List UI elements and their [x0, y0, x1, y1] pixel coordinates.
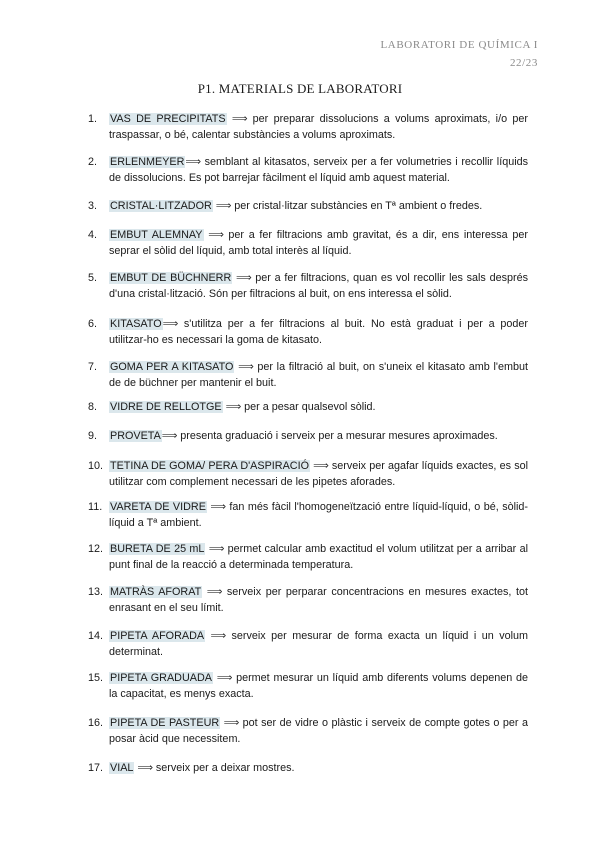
item-term: PIPETA GRADUADA	[110, 672, 212, 684]
arrow-icon: ⟹	[137, 762, 153, 774]
item-description: s'utilitza per a fer filtracions al buit. No està graduat i per a poder utilitzar-ho es necessari la goma de kitasato.	[109, 318, 529, 346]
list-item	[88, 670, 528, 702]
item-description: fan més fàcil l'homogeneïtzació entre líquid-líquid, o bé, sòlid-líquid a Tª ambient.	[109, 501, 529, 529]
item-number: 2.	[88, 156, 98, 168]
item-term: PIPETA AFORADA	[110, 630, 205, 642]
item-term: GOMA PER A KITASATO	[110, 361, 234, 373]
item-number: 11.	[88, 501, 103, 513]
item-term: EMBUT ALEMNAY	[110, 229, 203, 241]
list-item	[88, 270, 528, 302]
item-number: 16.	[88, 717, 104, 729]
arrow-icon: ⟹	[162, 318, 179, 330]
list-item	[88, 198, 528, 214]
list-item	[88, 154, 528, 186]
item-number: 1.	[88, 113, 98, 125]
list-item	[88, 316, 528, 348]
item-number: 3.	[88, 200, 98, 212]
item-number: 17.	[88, 762, 104, 774]
item-number: 8.	[88, 401, 98, 413]
arrow-icon: ⟹	[238, 361, 254, 373]
list-item	[88, 715, 528, 747]
page-header	[380, 36, 538, 72]
item-description: serveix per agafar líquids exactes, es sol utilitzar com complement necessari de les pipetes aforades.	[109, 460, 528, 488]
academic-year: 22/23	[509, 57, 538, 69]
item-term: PIPETA DE PASTEUR	[110, 717, 220, 729]
item-term: MATRÀS AFORAT	[110, 586, 202, 598]
item-term: VIDRE DE RELLOTGE	[110, 401, 222, 413]
item-description: per la filtració al buit, on s'uneix el kitasato amb l'embut de de büchner per mantenir el buit.	[109, 361, 529, 389]
item-term: ERLENMEYER	[110, 156, 185, 168]
list-item	[88, 428, 528, 444]
item-number: 13.	[88, 586, 104, 598]
arrow-icon: ⟹	[206, 586, 223, 598]
item-description: per preparar dissolucions a volums aproximats, i/o per traspassar, o bé, calentar substàncies a volums aproximats.	[109, 113, 528, 141]
item-term: KITASATO	[110, 318, 162, 330]
item-term: VIAL	[110, 762, 134, 774]
item-term: EMBUT DE BÜCHNERR	[110, 272, 232, 284]
item-description: per cristal·litzar substàncies en Tª ambient o fredes.	[234, 200, 483, 212]
item-description: per a fer filtracions amb gravitat, és a dir, ens interessa per seprar el sòlid del líquid, amb total interès al líquid.	[109, 229, 528, 257]
list-item	[88, 399, 528, 415]
item-number: 9.	[88, 430, 98, 442]
list-item	[88, 359, 528, 391]
arrow-icon: ⟹	[161, 430, 178, 442]
item-description: serveix per perparar concentracions en mesures exactes, tot enrasant en el seu límit.	[109, 586, 528, 614]
item-number: 5.	[88, 272, 98, 284]
item-description: per a fer filtracions, quan es vol recollir les sals després d'una cristal·lització. Són per filtracions al buit, on ens interessa el sòlid.	[109, 272, 528, 300]
list-item	[88, 111, 528, 143]
arrow-icon: ⟹	[215, 200, 232, 212]
arrow-icon: ⟹	[223, 717, 240, 729]
list-item	[88, 499, 528, 531]
item-description: semblant al kitasatos, serveix per a fer volumetries i recollir líquids de dissolucions. Es pot barrejar fàcilment el líquid amb aquest material.	[109, 156, 528, 184]
list-item	[88, 541, 528, 573]
item-number: 4.	[88, 229, 98, 241]
arrow-icon: ⟹	[208, 543, 225, 555]
list-item	[88, 227, 528, 259]
item-number: 14.	[88, 630, 104, 642]
list-item	[88, 458, 528, 490]
arrow-icon: ⟹	[236, 272, 252, 284]
item-description: permet mesurar un líquid amb diferents volums depenen de la capacitat, es menys exacta.	[109, 672, 529, 700]
list-item	[88, 584, 528, 616]
arrow-icon: ⟹	[210, 501, 226, 513]
item-number: 6.	[88, 318, 98, 330]
item-term: CRISTAL·LITZADOR	[110, 200, 212, 212]
item-number: 7.	[88, 361, 98, 373]
arrow-icon: ⟹	[313, 460, 329, 472]
arrow-icon: ⟹	[231, 113, 248, 125]
list-item	[88, 628, 528, 660]
course-name: LABORATORI DE QUÍMICA I	[380, 39, 538, 51]
arrow-icon: ⟹	[216, 672, 233, 684]
item-term: TETINA DE GOMA/ PERA D'ASPIRACIÓ	[110, 460, 309, 472]
arrow-icon: ⟹	[225, 401, 242, 413]
item-description: serveix per mesurar de forma exacta un líquid i un volum determinat.	[109, 630, 528, 658]
item-description: pot ser de vidre o plàstic i serveix de compte gotes o per a posar àcid que necessitem.	[109, 717, 528, 745]
item-description: serveix per a deixar mostres.	[155, 762, 295, 774]
page-title: P1. MATERIALS DE LABORATORI	[197, 81, 403, 96]
item-description: presenta graduació i serveix per a mesurar mesures aproximades.	[180, 430, 498, 442]
item-number: 10.	[88, 460, 104, 472]
list-item	[88, 760, 528, 776]
arrow-icon: ⟹	[185, 156, 201, 168]
item-term: BURETA DE 25 mL	[110, 543, 205, 555]
arrow-icon: ⟹	[208, 229, 224, 241]
item-term: VARETA DE VIDRE	[110, 501, 206, 513]
arrow-icon: ⟹	[210, 630, 227, 642]
item-number: 15.	[88, 672, 104, 684]
item-term: PROVETA	[110, 430, 161, 442]
item-number: 12.	[88, 543, 104, 555]
item-term: VAS DE PRECIPITATS	[110, 113, 226, 125]
item-description: per a pesar qualsevol sòlid.	[244, 401, 376, 413]
item-description: permet calcular amb exactitud el volum utilitzat per a arribar al punt final de la reacció a determinada temperatura.	[109, 543, 529, 571]
